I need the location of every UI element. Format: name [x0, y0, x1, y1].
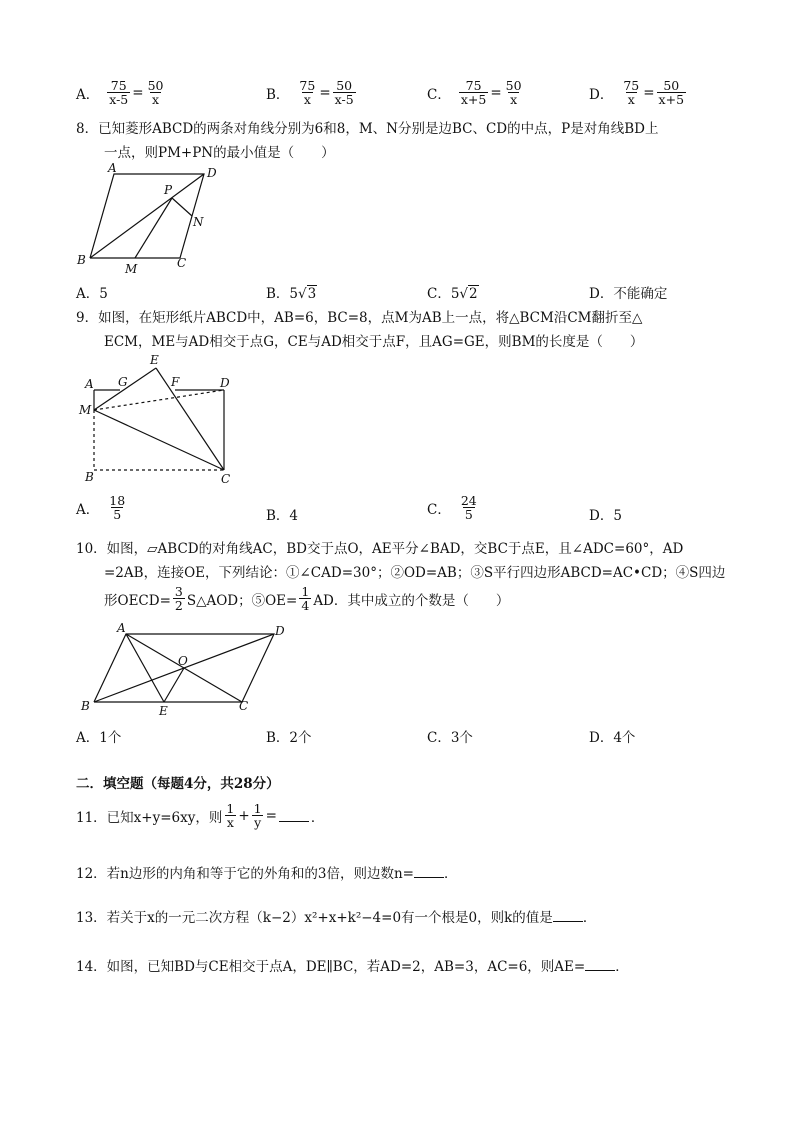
q10-line-3: 形OECD= $\frac{3}{2}$ S△AOD；⑤OE= $\frac{1}{4}$ AD．其中成立的个数是（ ）	[104, 584, 510, 614]
q7-option-d: D． $\frac{75}{x}$ = $\frac{50}{x+5}$	[589, 78, 685, 108]
q9-line-1: 9．如图，在矩形纸片ABCD中，AB=6，BC=8，点M为AB上一点，将△BCM沿CM翻折至△	[76, 310, 643, 326]
q13-answer-blank	[553, 909, 583, 922]
q10-label-e: E	[159, 704, 168, 718]
q8-label-p: P	[164, 183, 173, 197]
q7-option-b: B． $\frac{75}{x}$ = $\frac{50}{x-5}$	[266, 78, 354, 108]
q11-line: 11．已知x+y=6xy，则 $\frac{1}{x}$ + $\frac{1}{y}$ = ．	[76, 801, 325, 831]
q7-b-right-fraction: $\frac{50}{x-5}$	[334, 78, 354, 108]
q9-label-f: F	[171, 375, 180, 389]
q10-label-d: D	[275, 624, 285, 638]
q8-line-1: 8．已知菱形ABCD的两条对角线分别为6和8，M、N分别是边BC、CD的中点，P是对角线BD上	[76, 121, 659, 137]
q10-line-1: 10．如图，▱ABCD的对角线AC，BD交于点O，AE平分∠BAD，交BC于点E，且∠ADC=60°，AD	[76, 541, 684, 557]
section-2-heading: 二．填空题（每题4分，共28分）	[76, 776, 280, 792]
q10-parallelogram-figure	[76, 622, 296, 718]
q10-option-b: B．2个	[266, 730, 312, 746]
q9-label-m: M	[79, 403, 92, 417]
q7-b-left-fraction: $\frac{75}{x}$	[299, 78, 316, 108]
q10-label-c: C	[239, 699, 249, 713]
q8-label-c: C	[177, 256, 187, 270]
q12-answer-blank	[414, 865, 444, 878]
q14-answer-blank	[585, 958, 615, 971]
q11-answer-blank	[279, 809, 309, 822]
q9-option-a: A． $\frac{18}{5}$	[76, 493, 126, 523]
q8-option-b: B．5√3	[266, 286, 317, 302]
q9-label-a: A	[85, 377, 94, 391]
q10-label-o: O	[178, 654, 188, 668]
q10-option-a: A．1个	[76, 730, 122, 746]
q12-line: 12．若n边形的内角和等于它的外角和的3倍，则边数n= ．	[76, 866, 458, 882]
q8-label-d: D	[207, 166, 217, 180]
q8-label-m: M	[125, 262, 138, 276]
q9-option-d: D．5	[589, 508, 622, 524]
q9-option-c: C． $\frac{24}{5}$	[427, 493, 477, 523]
q8-rhombus-figure	[76, 162, 236, 280]
q10-label-a: A	[117, 622, 126, 635]
q10-option-d: D．4个	[589, 730, 636, 746]
q7-a-right-fraction: $\frac{50}{x}$	[147, 78, 164, 108]
q7-option-a: A． $\frac{75}{x-5}$ = $\frac{50}{x}$	[76, 78, 164, 108]
sqrt-icon: √	[298, 286, 307, 302]
q9-label-e: E	[150, 353, 159, 367]
q7-d-left-fraction: $\frac{75}{x}$	[623, 78, 640, 108]
q8-label-n: N	[193, 215, 204, 229]
q7-c-right-fraction: $\frac{50}{x}$	[505, 78, 522, 108]
q13-line: 13．若关于x的一元二次方程（k−2）x²+x+k²−4=0有一个根是0，则k的值是 ．	[76, 910, 597, 926]
q8-option-c: C．5√2	[427, 286, 478, 302]
q8-option-a: A．5	[76, 286, 108, 302]
q7-c-left-fraction: $\frac{75}{x+5}$	[460, 78, 487, 108]
q14-line: 14．如图，已知BD与CE相交于点A，DE∥BC，若AD=2，AB=3，AC=6，则AE= ．	[76, 959, 629, 975]
q8-line-2: 一点，则PM+PN的最小值是（ ）	[104, 145, 335, 161]
q9-line-2: ECM，ME与AD相交于点G，CE与AD相交于点F，且AG=GE，则BM的长度是（ ）	[104, 334, 644, 350]
q10-option-c: C．3个	[427, 730, 473, 746]
q8-option-d: D．不能确定	[589, 286, 668, 302]
q8-label-b: B	[77, 253, 86, 267]
q10-line-2: =2AB，连接OE，下列结论：①∠CAD=30°；②OD=AB；③S平行四边形ABCD=AC•CD；④S四边	[104, 565, 726, 581]
q9-label-c: C	[221, 472, 231, 486]
q7-a-left-fraction: $\frac{75}{x-5}$	[109, 78, 129, 108]
q9-rectangle-figure	[76, 350, 246, 488]
q9-label-d: D	[220, 376, 230, 390]
q9-option-b: B．4	[266, 508, 299, 524]
q7-option-a-letter: A．	[76, 86, 100, 103]
q7-option-c: C． $\frac{75}{x+5}$ = $\frac{50}{x}$	[427, 78, 522, 108]
q9-label-g: G	[118, 375, 128, 389]
q9-label-b: B	[85, 470, 94, 484]
q7-d-right-fraction: $\frac{50}{x+5}$	[658, 78, 685, 108]
sqrt-icon: √	[459, 286, 469, 302]
q8-label-a: A	[108, 162, 117, 175]
q10-label-b: B	[81, 699, 90, 713]
